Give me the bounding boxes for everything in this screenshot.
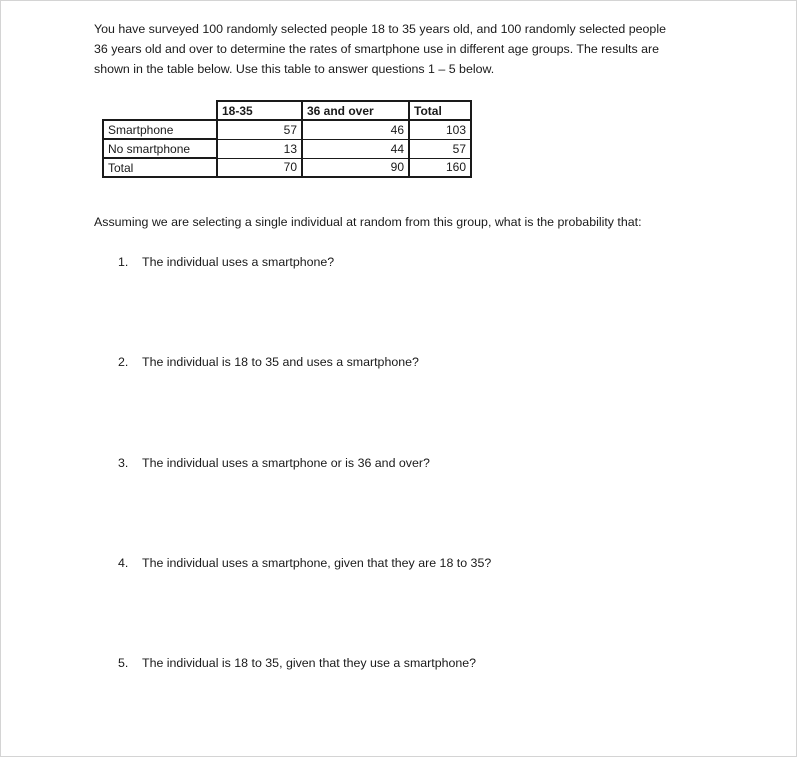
question-number: 1.: [118, 255, 129, 269]
question-number: 5.: [118, 656, 129, 670]
table-header-total: Total: [409, 101, 471, 120]
cell-smartphone-36-and-over: 46: [302, 120, 409, 139]
cell-smartphone-total: 103: [409, 120, 471, 139]
survey-table: [102, 100, 472, 178]
table-header-36-and-over: 36 and over: [302, 101, 409, 120]
table-row: [103, 158, 471, 177]
question-text: The individual is 18 to 35 and uses a smartphone?: [142, 355, 419, 369]
question-1: [118, 253, 334, 271]
cell-no-smartphone-36-and-over: 44: [302, 139, 409, 158]
cell-no-smartphone-total: 57: [409, 139, 471, 158]
table-header-row: [103, 101, 471, 120]
row-label-smartphone: Smartphone: [103, 120, 217, 139]
question-3: [118, 454, 430, 472]
question-text: The individual uses a smartphone?: [142, 255, 335, 269]
question-prompt: Assuming we are selecting a single individual at random from this group, what is the probability that:: [94, 215, 642, 229]
row-label-no-smartphone: No smartphone: [103, 139, 217, 158]
question-5: [118, 654, 476, 672]
question-text: The individual is 18 to 35, given that they use a smartphone?: [142, 656, 477, 670]
cell-total-18-35: 70: [217, 158, 302, 177]
table-row: [103, 139, 471, 158]
table-header-18-35: 18-35: [217, 101, 302, 120]
question-number: 4.: [118, 556, 129, 570]
intro-paragraph: [94, 19, 714, 79]
question-number: 2.: [118, 355, 129, 369]
row-label-total: Total: [103, 158, 217, 177]
cell-total-36-and-over: 90: [302, 158, 409, 177]
question-4: [118, 554, 491, 572]
question-text: The individual uses a smartphone or is 36 and over?: [142, 456, 430, 470]
table-header-blank: [103, 101, 217, 120]
cell-no-smartphone-18-35: 13: [217, 139, 302, 158]
intro-line-2: 36 years old and over to determine the rates of smartphone use in different age groups. The results are: [94, 42, 660, 56]
cell-total-total: 160: [409, 158, 471, 177]
question-text: The individual uses a smartphone, given that they are 18 to 35?: [142, 556, 492, 570]
table-row: [103, 120, 471, 139]
question-2: [118, 353, 419, 371]
intro-line-3: shown in the table below. Use this table to answer questions 1 – 5 below.: [94, 62, 495, 76]
cell-smartphone-18-35: 57: [217, 120, 302, 139]
intro-line-1: You have surveyed 100 randomly selected people 18 to 35 years old, and 100 randomly selected people: [94, 22, 666, 36]
question-number: 3.: [118, 456, 129, 470]
